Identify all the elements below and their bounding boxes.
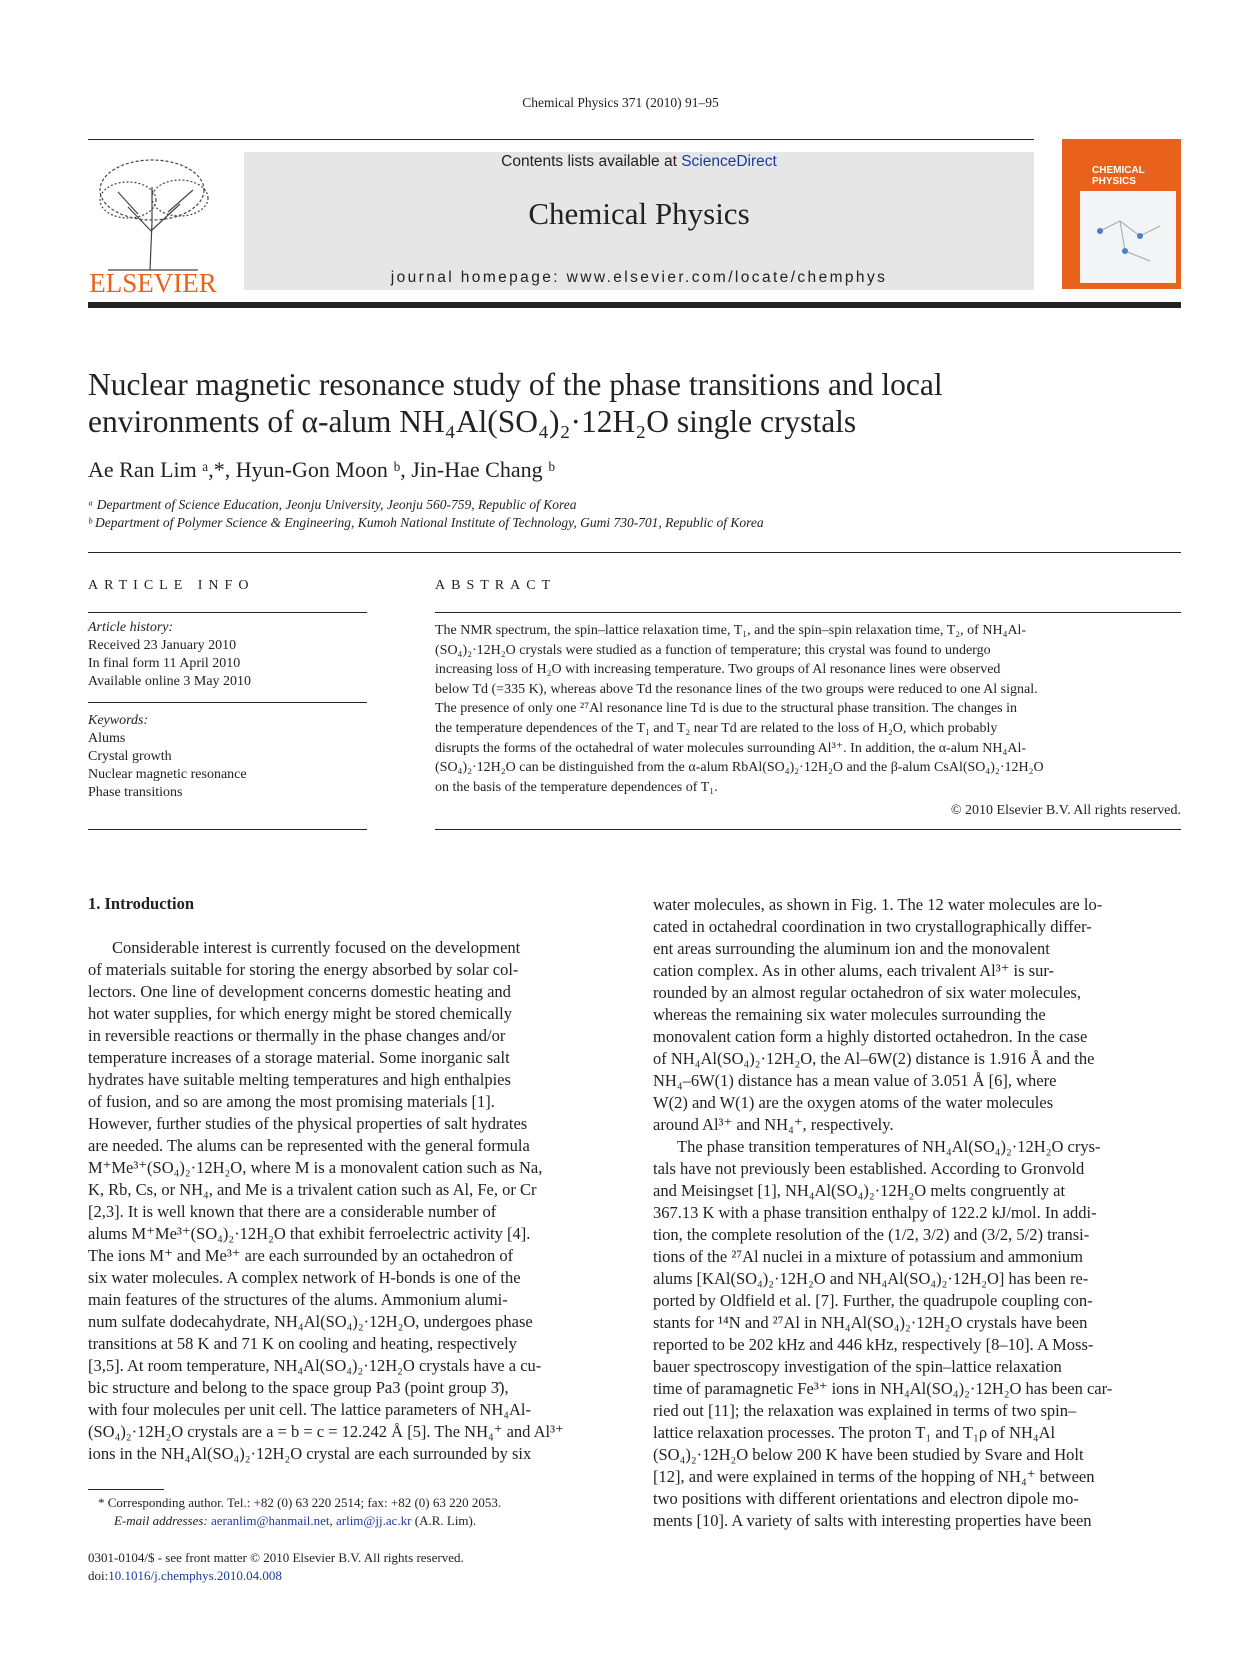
body-text-line: whereas the remaining six water molecules surrounding the bbox=[653, 1005, 1046, 1024]
body-text-line: tion, the complete resolution of the (1/2, 3/2) and (3/2, 5/2) transi- bbox=[653, 1225, 1090, 1244]
keywords-block bbox=[88, 712, 367, 802]
cover-figure bbox=[1080, 191, 1176, 283]
keyword-item: Phase transitions bbox=[88, 785, 183, 800]
body-text-line: However, further studies of the physical properties of salt hydrates bbox=[88, 1114, 528, 1133]
body-text-line: lattice relaxation processes. The proton T₁ and T₁ρ of NH₄Al bbox=[653, 1423, 1056, 1442]
top-rule bbox=[88, 139, 1034, 140]
author-list: Ae Ran Lim ᵃ,*, Hyun-Gon Moon ᵇ, Jin-Hae Chang ᵇ bbox=[88, 457, 555, 482]
body-text-line: transitions at 58 K and 71 K on cooling and heating, respectively bbox=[88, 1334, 517, 1353]
online-date: Available online 3 May 2010 bbox=[88, 674, 252, 689]
body-text-line: The ions M⁺ and Me³⁺ are each surrounded by an octahedron of bbox=[88, 1246, 514, 1265]
email-separator: , bbox=[329, 1513, 336, 1528]
body-text-line: (SO₄)₂·12H₂O below 200 K have been studied by Svare and Holt bbox=[653, 1445, 1084, 1464]
body-text-line: are needed. The alums can be represented with the general formula bbox=[88, 1136, 530, 1155]
body-text-line: Considerable interest is currently focused on the development bbox=[112, 938, 521, 957]
body-text-line: two positions with different orientations and electron dipole mo- bbox=[653, 1489, 1079, 1508]
elsevier-wordmark: ELSEVIER bbox=[89, 268, 217, 298]
body-text-line: rounded by an almost regular octahedron of six water molecules, bbox=[653, 983, 1081, 1002]
body-text-line: in reversible reactions or thermally in the phase changes and/or bbox=[88, 1026, 506, 1045]
body-text-line: and Meisingset [1], NH₄Al(SO₄)₂·12H₂O melts congruently at bbox=[653, 1181, 1066, 1200]
abstract-line: (SO₄)₂·12H₂O can be distinguished from the α-alum RbAl(SO₄)₂·12H₂O and the β-alum CsAl(SO₄)₂·12H₂O bbox=[435, 760, 1044, 776]
body-text-line: six water molecules. A complex network of H-bonds is one of the bbox=[88, 1268, 521, 1287]
abstract-line: The NMR spectrum, the spin–lattice relaxation time, T₁, and the spin–spin relaxation time, T₂, of NH₄Al- bbox=[435, 623, 1027, 638]
body-text-line: tals have not previously been established. According to Gronvold bbox=[653, 1159, 1085, 1178]
contents-line bbox=[244, 153, 1034, 171]
body-text-line: 367.13 K with a phase transition enthalpy of 122.2 kJ/mol. In addi- bbox=[653, 1203, 1097, 1222]
affiliation-rule bbox=[88, 552, 1181, 553]
body-text-line: cation complex. As in other alums, each trivalent Al³⁺ is sur- bbox=[653, 961, 1054, 980]
affiliation-b: ᵇ Department of Polymer Science & Engineering, Kumoh National Institute of Technology, Gumi 730-701, Republic of Korea bbox=[88, 515, 764, 530]
body-text-line: K, Rb, Cs, or NH₄, and Me is a trivalent cation such as Al, Fe, or Cr bbox=[88, 1180, 537, 1199]
abstract-line: on the basis of the temperature dependences of T₁. bbox=[435, 779, 718, 795]
body-text-line: cated in octahedral coordination in two crystallographically differ- bbox=[653, 917, 1092, 936]
affiliation-a: ᵃ Department of Science Education, Jeonju University, Jeonju 560-759, Republic of Korea bbox=[88, 497, 577, 512]
abstract-line: (SO₄)₂·12H₂O crystals were studied as a function of temperature; this crystal was found to undergo bbox=[435, 642, 991, 658]
body-text-line: ions in the NH₄Al(SO₄)₂·12H₂O crystal are each surrounded by six bbox=[88, 1444, 532, 1463]
section-heading-introduction: 1. Introduction bbox=[88, 894, 195, 913]
body-text-line: reported to be 202 kHz and 446 kHz, respectively [8–10]. A Moss- bbox=[653, 1335, 1094, 1354]
body-text-line: ent areas surrounding the aluminum ion and the monovalent bbox=[653, 939, 1050, 958]
abstract-line: disrupts the forms of the octahedral of water molecules surrounding Al³⁺. In addition, the α-alum NH₄Al- bbox=[435, 740, 1027, 756]
journal-homepage[interactable]: journal homepage: www.elsevier.com/locate/chemphys bbox=[390, 269, 888, 286]
abstract-line: The presence of only one ²⁷Al resonance line Td is due to the structural phase transition. The changes in bbox=[435, 701, 1017, 717]
final-form-date: In final form 11 April 2010 bbox=[88, 656, 241, 671]
body-text-line: NH₄–6W(1) distance has a mean value of 3.051 Å [6], where bbox=[653, 1071, 1057, 1090]
keyword-item: Crystal growth bbox=[88, 749, 172, 764]
contents-prefix: Contents lists available at bbox=[501, 153, 682, 170]
body-text-line: stants for ¹⁴N and ²⁷Al in NH₄Al(SO₄)₂·12H₂O crystals have been bbox=[653, 1313, 1088, 1332]
body-text-line: bic structure and belong to the space group Pa3 (point group 3̄), bbox=[88, 1378, 509, 1397]
body-text-line: hot water supplies, for which energy might be stored chemically bbox=[88, 1004, 512, 1023]
body-text-line: time of paramagnetic Fe³⁺ ions in NH₄Al(SO₄)₂·12H₂O has been car- bbox=[653, 1379, 1113, 1398]
body-text-line: lectors. One line of development concerns domestic heating and bbox=[88, 982, 511, 1001]
article-title bbox=[88, 366, 1088, 440]
history-label: Article history: bbox=[88, 620, 174, 635]
footnote-block bbox=[98, 1494, 618, 1530]
abstract-bottom-rule bbox=[435, 829, 1181, 830]
email-link-1[interactable]: aeranlim@hanmail.net bbox=[211, 1513, 330, 1528]
body-text-line: alums [KAl(SO₄)₂·12H₂O and NH₄Al(SO₄)₂·12H₂O] has been re- bbox=[653, 1269, 1089, 1288]
body-text-line: monovalent cation form a highly distorted octahedron. In the case bbox=[653, 1027, 1088, 1046]
body-text-line: of materials suitable for storing the energy absorbed by solar col- bbox=[88, 960, 519, 979]
abstract-line: below Td (=335 K), whereas above Td the resonance lines of the two groups were reduced to one Al signal. bbox=[435, 681, 1038, 697]
body-text-line: tions of the ²⁷Al nuclei in a mixture of potassium and ammonium bbox=[653, 1247, 1084, 1266]
sciencedirect-link[interactable]: ScienceDirect bbox=[681, 153, 777, 170]
cover-title: CHEMICAL PHYSICS bbox=[1092, 165, 1145, 187]
body-text-line: W(2) and W(1) are the oxygen atoms of the water molecules bbox=[653, 1093, 1054, 1112]
body-text-line: The phase transition temperatures of NH₄Al(SO₄)₂·12H₂O crys- bbox=[677, 1137, 1101, 1156]
journal-cover-image bbox=[1062, 139, 1181, 289]
abstract-copyright: © 2010 Elsevier B.V. All rights reserved. bbox=[950, 803, 1181, 818]
title-line-1: Nuclear magnetic resonance study of the phase transitions and local bbox=[88, 367, 943, 402]
body-text-line: ments [10]. A variety of salts with interesting properties have been bbox=[653, 1511, 1092, 1530]
title-line-2: environments of α-alum NH₄Al(SO₄)₂·12H₂O single crystals bbox=[88, 404, 857, 439]
body-text-line: around Al³⁺ and NH₄⁺, respectively. bbox=[653, 1115, 894, 1134]
article-info-rule bbox=[88, 612, 367, 613]
body-text-line: ried out [11]; the relaxation was explained in terms of two spin– bbox=[653, 1401, 1077, 1420]
body-text-line: main features of the structures of the alums. Ammonium alumi- bbox=[88, 1290, 508, 1309]
body-text-line: hydrates have suitable melting temperatures and high enthalpies bbox=[88, 1070, 511, 1089]
journal-name: Chemical Physics bbox=[528, 196, 750, 231]
corresponding-author: * Corresponding author. Tel.: +82 (0) 63 220 2514; fax: +82 (0) 63 220 2053. bbox=[98, 1495, 502, 1510]
body-text-line: temperature increases of a storage material. Some inorganic salt bbox=[88, 1048, 510, 1067]
article-info-heading: ARTICLE INFO bbox=[88, 578, 255, 593]
article-history bbox=[88, 619, 367, 691]
front-matter: 0301-0104/$ - see front matter © 2010 Elsevier B.V. All rights reserved. bbox=[88, 1550, 464, 1565]
body-text-line: alums M⁺Me³⁺(SO₄)₂·12H₂O that exhibit ferroelectric activity [4]. bbox=[88, 1224, 531, 1243]
body-text-line: bauer spectroscopy investigation of the spin–lattice relaxation bbox=[653, 1357, 1062, 1376]
keyword-item: Alums bbox=[88, 731, 126, 746]
intro-right-column bbox=[653, 894, 1181, 1532]
doi-link[interactable]: 10.1016/j.chemphys.2010.04.008 bbox=[108, 1568, 282, 1583]
front-matter-block bbox=[88, 1549, 688, 1585]
received-date: Received 23 January 2010 bbox=[88, 638, 237, 653]
abstract-text bbox=[435, 621, 1181, 797]
body-text-line: [3,5]. At room temperature, NH₄Al(SO₄)₂·12H₂O crystals have a cu- bbox=[88, 1356, 542, 1375]
intro-left-column bbox=[88, 937, 614, 1465]
doi-prefix: doi: bbox=[88, 1568, 109, 1583]
abstract-line: increasing loss of H₂O with increasing temperature. Two groups of Al resonance lines were observed bbox=[435, 662, 1001, 678]
keywords-rule bbox=[88, 702, 367, 703]
footnote-rule bbox=[88, 1489, 164, 1490]
header-thick-rule bbox=[88, 302, 1181, 308]
body-text-line: [12], and were explained in terms of the hopping of NH₄⁺ between bbox=[653, 1467, 1095, 1486]
body-text-line: num sulfate dodecahydrate, NH₄Al(SO₄)₂·12H₂O, undergoes phase bbox=[88, 1312, 533, 1331]
body-text-line: of fusion, and so are among the most promising materials [1]. bbox=[88, 1092, 495, 1111]
keywords-label: Keywords: bbox=[88, 713, 149, 728]
keyword-item: Nuclear magnetic resonance bbox=[88, 767, 247, 782]
body-text-line: ported by Oldfield et al. [7]. Further, the quadrupole coupling con- bbox=[653, 1291, 1093, 1310]
body-text-line: with four molecules per unit cell. The lattice parameters of NH₄Al- bbox=[88, 1400, 532, 1419]
body-text-line: [2,3]. It is well known that there are a considerable number of bbox=[88, 1202, 497, 1221]
email-line bbox=[98, 1512, 618, 1530]
body-text-line: of NH₄Al(SO₄)₂·12H₂O, the Al–6W(2) distance is 1.916 Å and the bbox=[653, 1049, 1095, 1068]
email-suffix: (A.R. Lim). bbox=[411, 1513, 477, 1528]
article-info-bottom-rule bbox=[88, 829, 367, 830]
email-link-2[interactable]: arlim@jj.ac.kr bbox=[335, 1513, 412, 1528]
body-text-line: (SO₄)₂·12H₂O crystals are a = b = c = 12.242 Å [5]. The NH₄⁺ and Al³⁺ bbox=[88, 1422, 564, 1441]
doi-line bbox=[88, 1567, 688, 1585]
email-prefix: E-mail addresses: bbox=[114, 1513, 212, 1528]
journal-citation: Chemical Physics 371 (2010) 91–95 bbox=[522, 95, 719, 110]
body-text-line: water molecules, as shown in Fig. 1. The 12 water molecules are lo- bbox=[653, 895, 1103, 914]
abstract-line: the temperature dependences of the T₁ and T₂ near Td are related to the loss of H₂O, which probably bbox=[435, 720, 998, 736]
abstract-rule bbox=[435, 612, 1181, 613]
abstract-heading: ABSTRACT bbox=[435, 578, 557, 593]
body-text-line: M⁺Me³⁺(SO₄)₂·12H₂O, where M is a monovalent cation such as Na, bbox=[88, 1158, 543, 1177]
